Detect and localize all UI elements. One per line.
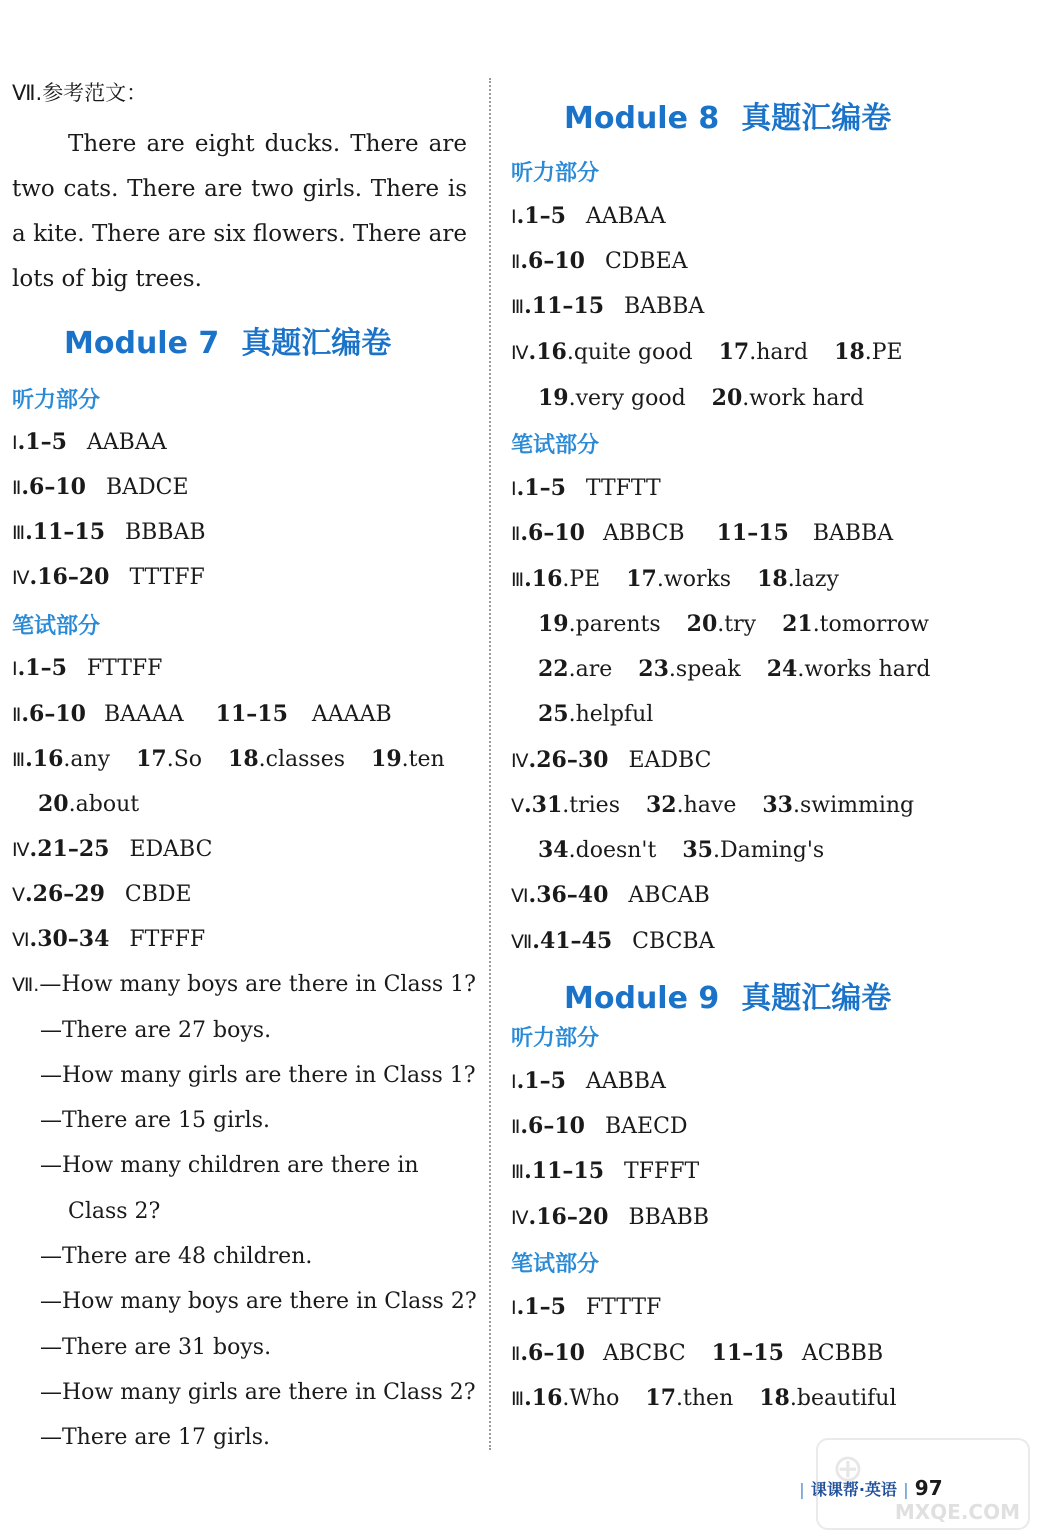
m7-dialogue-8: —How many boys are there in Class 2? bbox=[40, 1289, 477, 1314]
module-7-title-en: Module 7 bbox=[64, 326, 220, 361]
m8-written-7: Ⅶ.41–45 CBCBA bbox=[511, 928, 715, 954]
m7-dialogue-5: —How many children are there in bbox=[40, 1153, 419, 1178]
m8-written-5: Ⅴ.31.tries 32.have 33.swimming bbox=[511, 792, 915, 818]
m7-listening-header: 听力部分 bbox=[12, 388, 101, 413]
m7-dialogue-7: —There are 48 children. bbox=[40, 1244, 313, 1269]
column-divider bbox=[489, 78, 491, 1450]
module-9-title-en: Module 9 bbox=[564, 981, 720, 1016]
module-9-title bbox=[564, 973, 891, 1017]
m9-listening-2: Ⅱ.6–10 BAECD bbox=[511, 1113, 688, 1139]
essay-text: There are eight ducks. There are two cats. There are two girls. There is a kite. There are six flowers. There are lots of big trees. bbox=[12, 131, 467, 292]
page-number: 97 bbox=[914, 1476, 943, 1500]
m7-listening-4: Ⅳ.16–20 TTTFF bbox=[12, 564, 205, 590]
m8-listening-3: Ⅲ.11–15 BABBA bbox=[511, 293, 705, 319]
m9-listening-header: 听力部分 bbox=[511, 1026, 600, 1051]
m9-written-3: Ⅲ.16.Who 17.then 18.beautiful bbox=[511, 1385, 897, 1411]
m7-dialogue-4: —There are 15 girls. bbox=[40, 1108, 270, 1133]
module-8-title-zh: 真题汇编卷 bbox=[741, 101, 892, 136]
m7-written-1: Ⅰ.1–5 FTTFF bbox=[12, 655, 163, 681]
watermark-glyph-icon: ⊕ bbox=[832, 1446, 864, 1490]
m8-listening-4-cont: 19.very good 20.work hard bbox=[538, 385, 865, 411]
m8-listening-4: Ⅳ.16.quite good 17.hard 18.PE bbox=[511, 339, 903, 365]
m8-written-3-cont-1: 19.parents 20.try 21.tomorrow bbox=[538, 611, 929, 637]
m9-written-1: Ⅰ.1–5 FTTTF bbox=[511, 1294, 662, 1320]
m7-dialogue-3: —How many girls are there in Class 1? bbox=[40, 1063, 476, 1088]
m8-written-3: Ⅲ.16.PE 17.works 18.lazy bbox=[511, 566, 839, 592]
watermark-text: MXQE.COM bbox=[894, 1500, 1020, 1524]
m8-written-1: Ⅰ.1–5 TTFTT bbox=[511, 475, 661, 501]
m8-written-5-cont: 34.doesn't 35.Daming's bbox=[538, 837, 825, 863]
m7-written-3-cont: 20.about bbox=[38, 791, 140, 817]
m7-written-6: Ⅵ.30–34 FTFFF bbox=[12, 926, 206, 952]
m8-written-3-cont-2: 22.are 23.speak 24.works hard bbox=[538, 656, 931, 682]
m9-written-2: Ⅱ.6–10 ABCBC 11–15 ACBBB bbox=[511, 1340, 884, 1366]
essay-label: Ⅶ.参考范文： bbox=[12, 81, 148, 105]
m7-written-4: Ⅳ.21–25 EDABC bbox=[12, 836, 213, 862]
m9-listening-3: Ⅲ.11–15 TFFFT bbox=[511, 1158, 700, 1184]
m7-dialogue-2: —There are 27 boys. bbox=[40, 1018, 272, 1043]
m8-listening-2: Ⅱ.6–10 CDBEA bbox=[511, 248, 688, 274]
m7-dialogue-9: —There are 31 boys. bbox=[40, 1335, 272, 1360]
m8-written-2: Ⅱ.6–10 ABBCB 11–15 BABBA bbox=[511, 520, 894, 546]
module-8-title-en: Module 8 bbox=[564, 101, 720, 136]
m7-written-header: 笔试部分 bbox=[12, 614, 101, 639]
m7-dialogue-6: Class 2? bbox=[68, 1199, 161, 1224]
m9-written-header: 笔试部分 bbox=[511, 1252, 600, 1277]
m9-listening-4: Ⅳ.16–20 BBABB bbox=[511, 1204, 709, 1230]
m8-written-3-cont-3: 25.helpful bbox=[538, 701, 654, 727]
m7-written-3: Ⅲ.16.any 17.So 18.classes 19.ten bbox=[12, 746, 445, 772]
m8-written-4: Ⅳ.26–30 EADBC bbox=[511, 747, 712, 773]
m7-written-5: Ⅴ.26–29 CBDE bbox=[12, 881, 192, 907]
m7-listening-3: Ⅲ.11–15 BBBAB bbox=[12, 519, 206, 545]
m8-listening-header: 听力部分 bbox=[511, 161, 600, 186]
m7-dialogue-10: —How many girls are there in Class 2? bbox=[40, 1380, 476, 1405]
watermark-logo bbox=[816, 1438, 1030, 1530]
m8-written-header: 笔试部分 bbox=[511, 433, 600, 458]
m9-listening-1: Ⅰ.1–5 AABBA bbox=[511, 1068, 666, 1094]
m7-listening-1: Ⅰ.1–5 AABAA bbox=[12, 429, 167, 455]
m7-written-2: Ⅱ.6–10 BAAAA 11–15 AAAAB bbox=[12, 701, 392, 727]
m7-dialogue-1: Ⅶ.—How many boys are there in Class 1? bbox=[12, 972, 476, 997]
m7-listening-2: Ⅱ.6–10 BADCE bbox=[12, 474, 189, 500]
m8-listening-1: Ⅰ.1–5 AABAA bbox=[511, 203, 666, 229]
module-8-title bbox=[564, 93, 891, 137]
module-7-title-zh: 真题汇编卷 bbox=[241, 326, 392, 361]
module-9-title-zh: 真题汇编卷 bbox=[741, 981, 892, 1016]
m7-dialogue-11: —There are 17 girls. bbox=[40, 1425, 270, 1450]
page-footer: | 课课帮·英语 | 97 bbox=[799, 1476, 943, 1500]
m8-written-6: Ⅵ.36–40 ABCAB bbox=[511, 882, 710, 908]
module-7-title bbox=[64, 318, 391, 362]
footer-book-title: 课课帮·英语 bbox=[810, 1480, 897, 1499]
